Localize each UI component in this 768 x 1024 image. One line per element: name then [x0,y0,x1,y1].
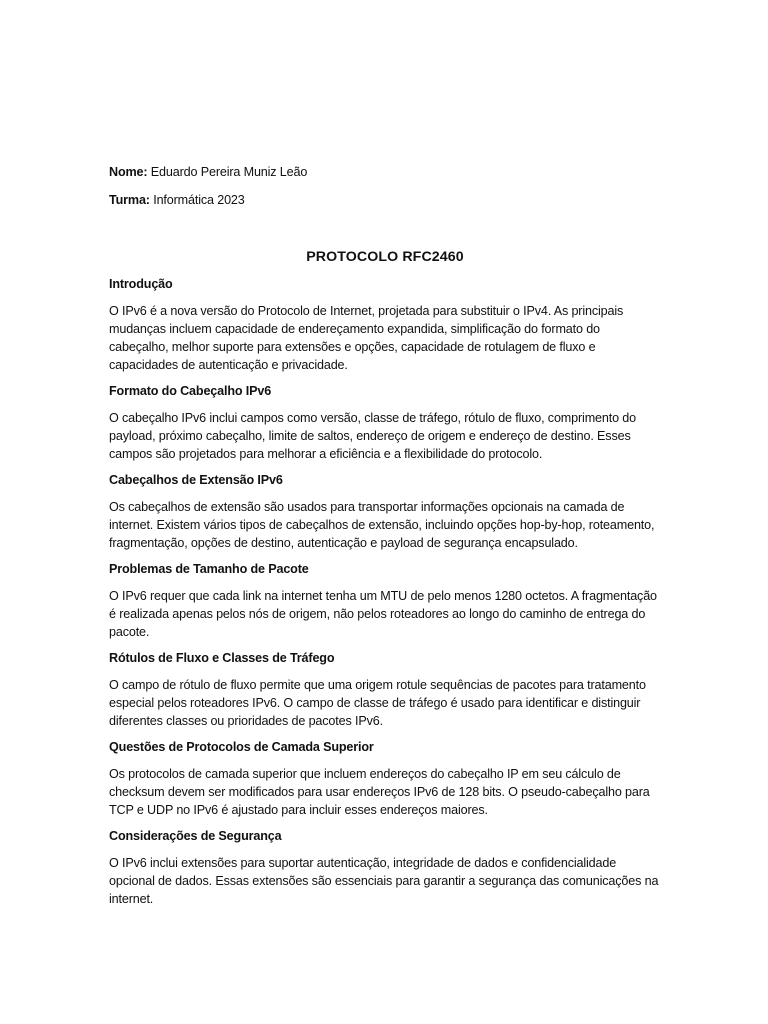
section-body: O cabeçalho IPv6 inclui campos como versão, classe de tráfego, rótulo de fluxo, comprimento do payload, próximo cabeçalho, limite de saltos, endereço de origem e endereço de destino. Esses campos são projetados para melhorar a eficiência e a flexibilidade do protocolo. [109,411,637,461]
section-tamanho-pacote [109,560,661,641]
section-body: O IPv6 requer que cada link na internet tenha um MTU de pelo menos 1280 octetos. A fragmentação é realizada apenas pelos nós de origem, não pelos roteadores ao longo do caminho de entrega do pacote. [109,589,657,639]
section-heading: Introdução [109,277,173,291]
section-body: O IPv6 inclui extensões para suportar autenticação, integridade de dados e confidencialidade opcional de dados. Essas extensões são essenciais para garantir a segurança das comunicações na internet. [109,856,659,906]
section-camada-superior [109,738,661,819]
section-body: O campo de rótulo de fluxo permite que uma origem rotule sequências de pacotes para tratamento especial pelos roteadores IPv6. O campo de classe de tráfego é usado para identificar e distinguir diferentes classes ou prioridades de pacotes IPv6. [109,678,646,728]
class-label: Turma: [109,193,150,207]
section-formato-cabecalho [109,382,661,463]
document-title: PROTOCOLO RFC2460 [306,249,464,265]
name-field [109,163,661,181]
section-heading: Formato do Cabeçalho IPv6 [109,384,272,398]
section-body: O IPv6 é a nova versão do Protocolo de Internet, projetada para substituir o IPv4. As principais mudanças incluem capacidade de endereçamento expandida, simplificação do formato do cabeçalho, melhor suporte para extensões e opções, capacidade de rotulagem de fluxo e capacidades de autenticação e privacidade. [109,304,624,372]
section-body: Os protocolos de camada superior que incluem endereços do cabeçalho IP em seu cálculo de checksum devem ser modificados para usar endereços IPv6 de 128 bits. O pseudo-cabeçalho para TCP e UDP no IPv6 é ajustado para incluir esses endereços maiores. [109,767,650,817]
document-page [109,163,661,908]
section-heading: Questões de Protocolos de Camada Superior [109,740,374,754]
section-heading: Problemas de Tamanho de Pacote [109,562,309,576]
section-introducao [109,275,661,374]
section-body: Os cabeçalhos de extensão são usados para transportar informações opcionais na camada de internet. Existem vários tipos de cabeçalhos de extensão, incluindo opções hop-by-hop, roteamento, fragmentação, opções de destino, autenticação e payload de segurança encapsulado. [109,500,655,550]
section-heading: Considerações de Segurança [109,829,282,843]
section-rotulos-fluxo [109,649,661,730]
section-seguranca [109,827,661,908]
name-value: Eduardo Pereira Muniz Leão [150,165,308,179]
class-value: Informática 2023 [153,193,245,207]
section-heading: Cabeçalhos de Extensão IPv6 [109,473,283,487]
name-label: Nome: [109,165,148,179]
section-heading: Rótulos de Fluxo e Classes de Tráfego [109,651,335,665]
section-cabecalhos-extensao [109,471,661,552]
class-field [109,191,661,209]
